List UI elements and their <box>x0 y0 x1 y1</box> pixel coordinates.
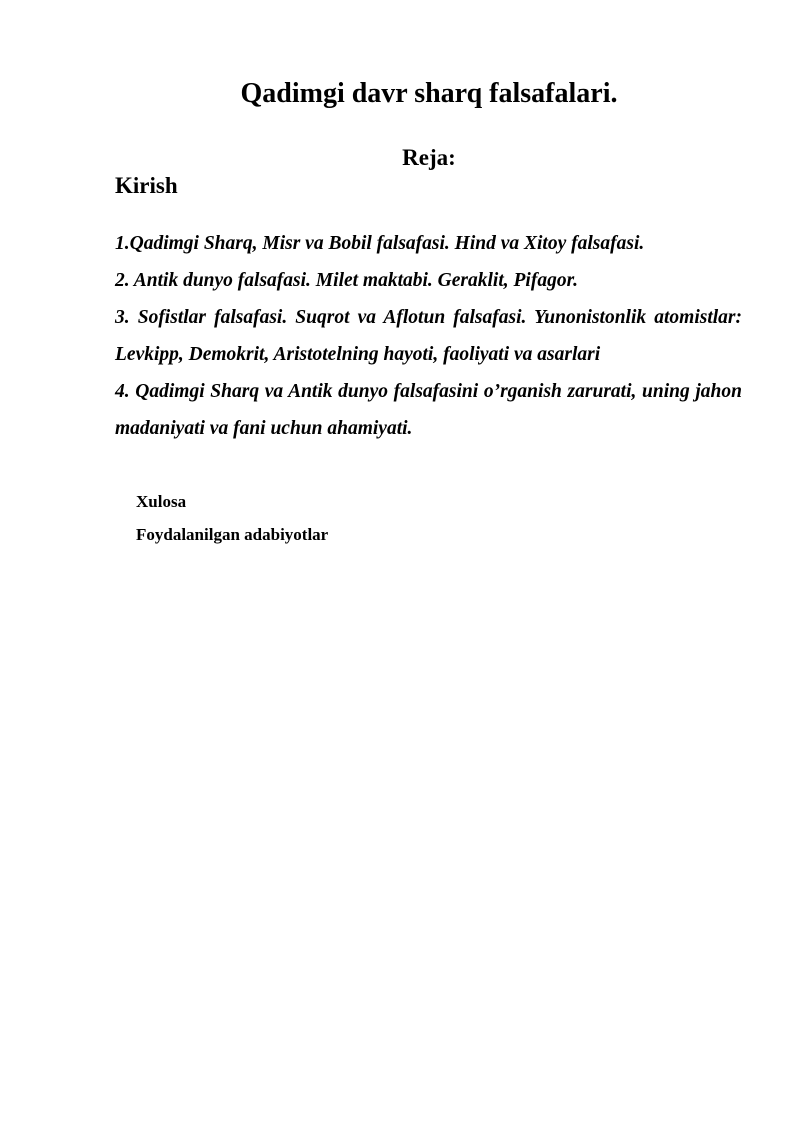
intro-heading: Kirish <box>115 173 178 198</box>
plan-heading: Reja: <box>402 145 456 170</box>
plan-list <box>115 225 742 447</box>
plan-item-1: 1.Qadimgi Sharq, Misr va Bobil falsafasi. Hind va Xitoy falsafasi. <box>115 233 645 254</box>
plan-item-4: 4. Qadimgi Sharq va Antik dunyo falsafasini o’rganish zarurati, uning jahon madaniyati va fani uchun ahamiyati. <box>115 381 742 439</box>
plan-item-2: 2. Antik dunyo falsafasi. Milet maktabi. Geraklit, Pifagor. <box>115 270 578 291</box>
references-heading: Foydalanilgan adabiyotlar <box>136 525 329 544</box>
document-title: Qadimgi davr sharq falsafalari. <box>240 78 618 109</box>
conclusion-heading: Xulosa <box>136 492 187 511</box>
plan-item-3: 3. Sofistlar falsafasi. Suqrot va Aflotun falsafasi. Yunonistonlik atomistlar: Levkipp, Demokrit, Aristotelning hayoti, faoliyati va asarlari <box>115 307 742 365</box>
